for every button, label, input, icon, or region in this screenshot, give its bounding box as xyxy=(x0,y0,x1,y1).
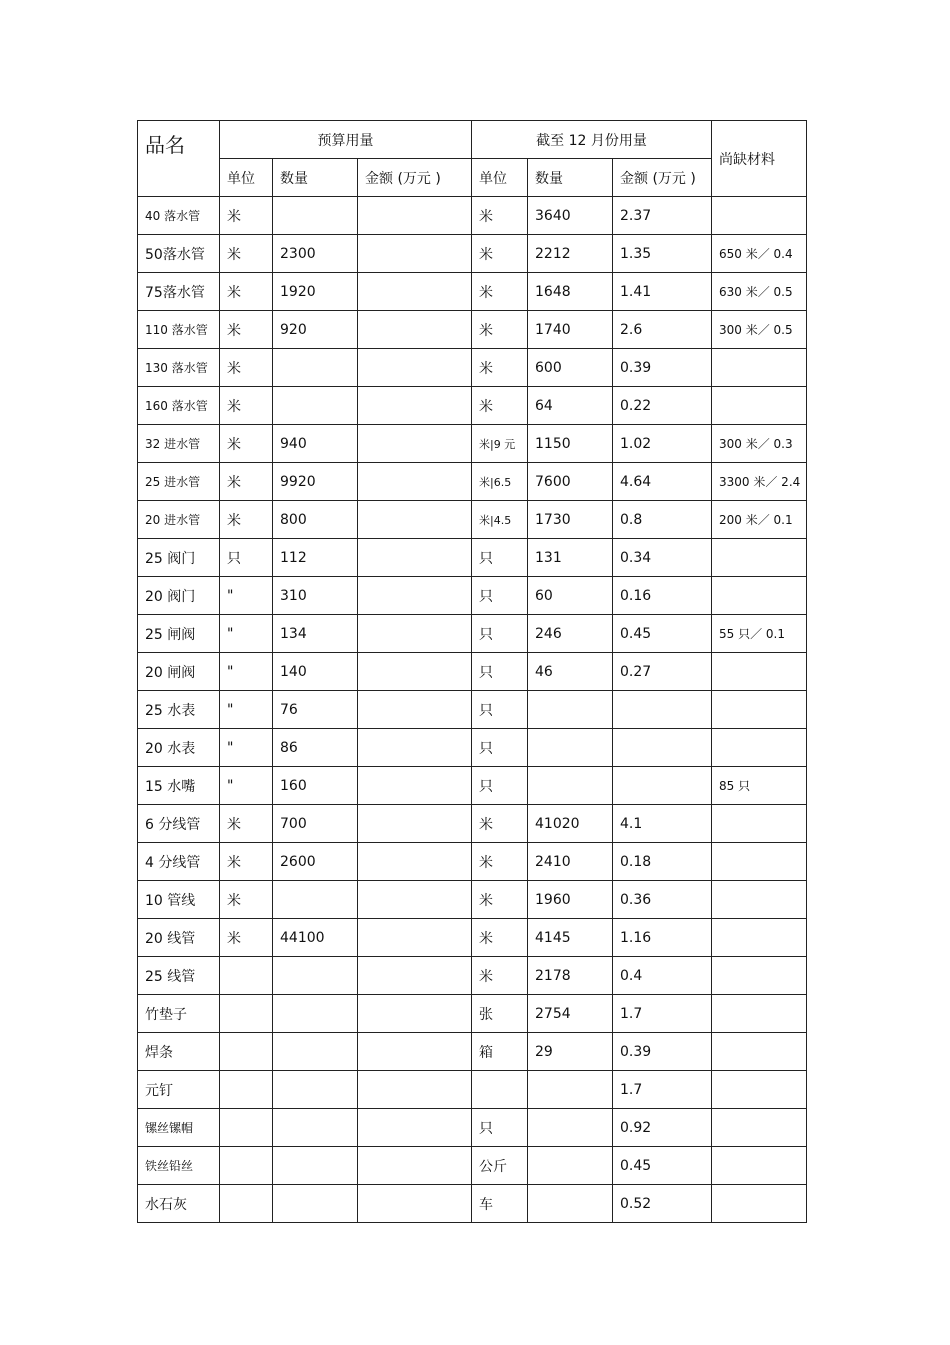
budget-amount-cell xyxy=(358,843,472,881)
actual-group-header: 截至 12 月份用量 xyxy=(472,121,712,159)
budget-amount-cell xyxy=(358,1033,472,1071)
table-row xyxy=(138,501,807,539)
actual-amount-cell: 0.27 xyxy=(613,653,712,691)
budget-unit-cell xyxy=(220,1033,273,1071)
budget-qty-cell: 9920 xyxy=(273,463,358,501)
budget-unit-cell: 米 xyxy=(220,805,273,843)
actual-unit-cell: 只 xyxy=(472,615,528,653)
actual-amount-cell: 0.36 xyxy=(613,881,712,919)
actual-unit-cell: 只 xyxy=(472,729,528,767)
shortage-cell xyxy=(712,881,807,919)
budget-qty-cell xyxy=(273,881,358,919)
budget-unit-cell: " xyxy=(220,653,273,691)
budget-qty-cell xyxy=(273,1033,358,1071)
actual-qty-cell xyxy=(528,1147,613,1185)
budget-qty-cell xyxy=(273,1185,358,1223)
row-name-cell: 15 水嘴 xyxy=(138,767,220,805)
budget-qty-cell: 112 xyxy=(273,539,358,577)
actual-unit-cell: 只 xyxy=(472,577,528,615)
budget-amount-cell xyxy=(358,653,472,691)
budget-qty-cell: 2600 xyxy=(273,843,358,881)
budget-amount-cell xyxy=(358,311,472,349)
budget-qty-cell xyxy=(273,349,358,387)
budget-unit-cell: 米 xyxy=(220,273,273,311)
shortage-cell: 630 米／ 0.5 xyxy=(712,273,807,311)
row-name-cell: 20 进水管 xyxy=(138,501,220,539)
table-row xyxy=(138,197,807,235)
actual-unit-cell: 米 xyxy=(472,919,528,957)
actual-amount-cell: 1.35 xyxy=(613,235,712,273)
shortage-cell xyxy=(712,691,807,729)
budget-unit-cell: 米 xyxy=(220,387,273,425)
budget-qty-cell: 310 xyxy=(273,577,358,615)
actual-amount-cell: 0.52 xyxy=(613,1185,712,1223)
shortage-cell xyxy=(712,805,807,843)
budget-amount-cell xyxy=(358,767,472,805)
budget-qty-cell xyxy=(273,1109,358,1147)
shortage-cell: 85 只 xyxy=(712,767,807,805)
shortage-cell: 3300 米／ 2.4 xyxy=(712,463,807,501)
actual-qty-cell: 1960 xyxy=(528,881,613,919)
actual-qty-cell: 4145 xyxy=(528,919,613,957)
actual-amount-cell: 0.45 xyxy=(613,1147,712,1185)
budget-amount-cell xyxy=(358,995,472,1033)
actual-amount-cell xyxy=(613,767,712,805)
budget-qty-cell: 800 xyxy=(273,501,358,539)
actual-qty-cell: 41020 xyxy=(528,805,613,843)
actual-qty-cell: 29 xyxy=(528,1033,613,1071)
shortage-cell xyxy=(712,577,807,615)
actual-amount-cell: 4.1 xyxy=(613,805,712,843)
shortage-cell: 55 只／ 0.1 xyxy=(712,615,807,653)
row-name-cell: 焊条 xyxy=(138,1033,220,1071)
row-name-cell: 25 闸阀 xyxy=(138,615,220,653)
row-name-cell: 竹垫子 xyxy=(138,995,220,1033)
table-body xyxy=(138,197,807,1223)
budget-qty-cell: 160 xyxy=(273,767,358,805)
actual-amount-cell: 0.16 xyxy=(613,577,712,615)
shortage-cell xyxy=(712,1109,807,1147)
budget-qty-cell: 1920 xyxy=(273,273,358,311)
row-name-cell: 25 水表 xyxy=(138,691,220,729)
table-row xyxy=(138,1071,807,1109)
shortage-cell: 300 米／ 0.5 xyxy=(712,311,807,349)
actual-qty-cell: 1740 xyxy=(528,311,613,349)
row-name-cell: 25 阀门 xyxy=(138,539,220,577)
table-row xyxy=(138,615,807,653)
table-row xyxy=(138,919,807,957)
actual-unit-cell: 车 xyxy=(472,1185,528,1223)
actual-qty-header: 数量 xyxy=(528,159,613,197)
row-name-cell: 6 分线管 xyxy=(138,805,220,843)
row-name-cell: 20 水表 xyxy=(138,729,220,767)
shortage-cell: 200 米／ 0.1 xyxy=(712,501,807,539)
table-row xyxy=(138,767,807,805)
actual-amount-cell: 2.6 xyxy=(613,311,712,349)
actual-qty-cell: 2212 xyxy=(528,235,613,273)
actual-amount-cell: 1.7 xyxy=(613,995,712,1033)
actual-unit-cell: 米 xyxy=(472,349,528,387)
budget-unit-cell: 米 xyxy=(220,843,273,881)
budget-qty-cell xyxy=(273,387,358,425)
budget-unit-cell: 米 xyxy=(220,463,273,501)
actual-amount-cell: 1.7 xyxy=(613,1071,712,1109)
actual-amount-header: 金额 (万元 ) xyxy=(613,159,712,197)
actual-amount-cell: 1.02 xyxy=(613,425,712,463)
budget-unit-cell: 米 xyxy=(220,311,273,349)
shortage-cell xyxy=(712,1071,807,1109)
actual-amount-cell: 0.39 xyxy=(613,349,712,387)
budget-amount-cell xyxy=(358,1147,472,1185)
row-name-cell: 铁丝铅丝 xyxy=(138,1147,220,1185)
actual-unit-cell: 米 xyxy=(472,197,528,235)
actual-qty-cell: 1730 xyxy=(528,501,613,539)
shortage-cell xyxy=(712,729,807,767)
actual-amount-cell: 0.39 xyxy=(613,1033,712,1071)
budget-amount-cell xyxy=(358,805,472,843)
actual-unit-cell: 米|6.5 xyxy=(472,463,528,501)
budget-amount-cell xyxy=(358,691,472,729)
actual-amount-cell: 4.64 xyxy=(613,463,712,501)
budget-amount-cell xyxy=(358,197,472,235)
row-name-cell: 25 进水管 xyxy=(138,463,220,501)
actual-qty-cell xyxy=(528,1071,613,1109)
actual-unit-cell: 米 xyxy=(472,387,528,425)
budget-amount-cell xyxy=(358,881,472,919)
shortage-header: 尚缺材料 xyxy=(712,121,807,197)
table-row xyxy=(138,957,807,995)
budget-qty-cell: 140 xyxy=(273,653,358,691)
actual-unit-cell: 米 xyxy=(472,311,528,349)
budget-qty-cell: 940 xyxy=(273,425,358,463)
budget-amount-cell xyxy=(358,235,472,273)
actual-unit-header: 单位 xyxy=(472,159,528,197)
budget-group-header: 预算用量 xyxy=(220,121,472,159)
actual-qty-cell: 1150 xyxy=(528,425,613,463)
row-name-cell: 25 线管 xyxy=(138,957,220,995)
table-row xyxy=(138,387,807,425)
actual-qty-cell: 2754 xyxy=(528,995,613,1033)
actual-qty-cell: 2410 xyxy=(528,843,613,881)
actual-amount-cell: 1.41 xyxy=(613,273,712,311)
actual-qty-cell xyxy=(528,767,613,805)
budget-amount-cell xyxy=(358,425,472,463)
budget-amount-cell xyxy=(358,273,472,311)
budget-unit-cell: 米 xyxy=(220,425,273,463)
actual-unit-cell: 米 xyxy=(472,881,528,919)
budget-amount-cell xyxy=(358,919,472,957)
table-row xyxy=(138,235,807,273)
budget-amount-cell xyxy=(358,1185,472,1223)
row-name-cell: 10 管线 xyxy=(138,881,220,919)
actual-amount-cell: 0.8 xyxy=(613,501,712,539)
actual-qty-cell: 64 xyxy=(528,387,613,425)
actual-qty-cell: 60 xyxy=(528,577,613,615)
budget-amount-cell xyxy=(358,387,472,425)
row-name-cell: 50落水管 xyxy=(138,235,220,273)
actual-amount-cell: 0.4 xyxy=(613,957,712,995)
actual-qty-cell xyxy=(528,1109,613,1147)
actual-amount-cell: 0.45 xyxy=(613,615,712,653)
actual-qty-cell: 246 xyxy=(528,615,613,653)
actual-amount-cell: 1.16 xyxy=(613,919,712,957)
shortage-cell xyxy=(712,197,807,235)
actual-unit-cell: 只 xyxy=(472,1109,528,1147)
shortage-cell xyxy=(712,387,807,425)
budget-amount-cell xyxy=(358,729,472,767)
table-row xyxy=(138,463,807,501)
actual-unit-cell: 张 xyxy=(472,995,528,1033)
budget-amount-cell xyxy=(358,577,472,615)
row-name-cell: 20 阀门 xyxy=(138,577,220,615)
budget-unit-cell: " xyxy=(220,729,273,767)
actual-qty-cell: 7600 xyxy=(528,463,613,501)
row-name-cell: 水石灰 xyxy=(138,1185,220,1223)
row-name-cell: 130 落水管 xyxy=(138,349,220,387)
actual-qty-cell: 1648 xyxy=(528,273,613,311)
actual-unit-cell: 只 xyxy=(472,539,528,577)
shortage-cell xyxy=(712,843,807,881)
budget-amount-cell xyxy=(358,463,472,501)
table-row xyxy=(138,1033,807,1071)
row-name-cell: 110 落水管 xyxy=(138,311,220,349)
header-row-1 xyxy=(138,121,807,159)
actual-unit-cell: 米 xyxy=(472,957,528,995)
budget-unit-cell: " xyxy=(220,577,273,615)
shortage-cell xyxy=(712,1185,807,1223)
actual-qty-cell xyxy=(528,691,613,729)
row-name-cell: 32 进水管 xyxy=(138,425,220,463)
budget-qty-cell xyxy=(273,1147,358,1185)
row-name-cell: 镙丝镙帽 xyxy=(138,1109,220,1147)
budget-qty-cell: 2300 xyxy=(273,235,358,273)
actual-qty-cell: 600 xyxy=(528,349,613,387)
shortage-cell xyxy=(712,919,807,957)
budget-unit-cell xyxy=(220,1147,273,1185)
budget-unit-cell: " xyxy=(220,767,273,805)
budget-qty-cell xyxy=(273,1071,358,1109)
actual-unit-cell: 只 xyxy=(472,691,528,729)
budget-unit-cell xyxy=(220,1185,273,1223)
budget-amount-cell xyxy=(358,957,472,995)
row-name-cell: 75落水管 xyxy=(138,273,220,311)
actual-unit-cell: 米 xyxy=(472,843,528,881)
table-row xyxy=(138,995,807,1033)
budget-unit-cell: 米 xyxy=(220,919,273,957)
budget-unit-cell xyxy=(220,957,273,995)
table-row xyxy=(138,691,807,729)
name-header: 品名 xyxy=(138,121,220,197)
budget-amount-header: 金额 (万元 ) xyxy=(358,159,472,197)
shortage-cell xyxy=(712,349,807,387)
actual-unit-cell: 米 xyxy=(472,273,528,311)
budget-qty-cell: 920 xyxy=(273,311,358,349)
shortage-cell: 650 米／ 0.4 xyxy=(712,235,807,273)
row-name-cell: 元钉 xyxy=(138,1071,220,1109)
actual-amount-cell: 2.37 xyxy=(613,197,712,235)
actual-qty-cell xyxy=(528,1185,613,1223)
row-name-cell: 4 分线管 xyxy=(138,843,220,881)
table-row xyxy=(138,881,807,919)
budget-unit-cell: 只 xyxy=(220,539,273,577)
actual-unit-cell: 米|4.5 xyxy=(472,501,528,539)
actual-qty-cell: 3640 xyxy=(528,197,613,235)
shortage-cell xyxy=(712,1033,807,1071)
budget-unit-cell: 米 xyxy=(220,349,273,387)
budget-qty-cell: 700 xyxy=(273,805,358,843)
budget-unit-cell xyxy=(220,1109,273,1147)
budget-unit-cell: 米 xyxy=(220,197,273,235)
actual-amount-cell xyxy=(613,729,712,767)
actual-amount-cell: 0.18 xyxy=(613,843,712,881)
budget-qty-cell: 76 xyxy=(273,691,358,729)
row-name-cell: 40 落水管 xyxy=(138,197,220,235)
actual-amount-cell: 0.22 xyxy=(613,387,712,425)
table-row xyxy=(138,539,807,577)
table-row xyxy=(138,349,807,387)
budget-qty-cell xyxy=(273,995,358,1033)
shortage-cell xyxy=(712,539,807,577)
budget-qty-cell: 86 xyxy=(273,729,358,767)
budget-unit-cell xyxy=(220,1071,273,1109)
table-row xyxy=(138,843,807,881)
budget-amount-cell xyxy=(358,539,472,577)
shortage-cell: 300 米／ 0.3 xyxy=(712,425,807,463)
budget-unit-cell: 米 xyxy=(220,501,273,539)
header-row-2 xyxy=(138,159,807,197)
table-row xyxy=(138,653,807,691)
actual-qty-cell: 2178 xyxy=(528,957,613,995)
budget-unit-cell: 米 xyxy=(220,235,273,273)
budget-qty-cell xyxy=(273,197,358,235)
table-row xyxy=(138,273,807,311)
budget-qty-cell xyxy=(273,957,358,995)
budget-qty-cell: 44100 xyxy=(273,919,358,957)
shortage-cell xyxy=(712,957,807,995)
budget-qty-cell: 134 xyxy=(273,615,358,653)
budget-amount-cell xyxy=(358,1071,472,1109)
table-row xyxy=(138,1185,807,1223)
budget-qty-header: 数量 xyxy=(273,159,358,197)
actual-amount-cell: 0.92 xyxy=(613,1109,712,1147)
budget-unit-cell: " xyxy=(220,691,273,729)
actual-amount-cell xyxy=(613,691,712,729)
actual-unit-cell: 公斤 xyxy=(472,1147,528,1185)
actual-qty-cell xyxy=(528,729,613,767)
budget-unit-cell: 米 xyxy=(220,881,273,919)
table-row xyxy=(138,805,807,843)
row-name-cell: 160 落水管 xyxy=(138,387,220,425)
materials-table xyxy=(137,120,807,1223)
budget-amount-cell xyxy=(358,615,472,653)
actual-unit-cell: 只 xyxy=(472,767,528,805)
table-row xyxy=(138,1147,807,1185)
budget-unit-cell: " xyxy=(220,615,273,653)
shortage-cell xyxy=(712,653,807,691)
actual-unit-cell: 米 xyxy=(472,235,528,273)
actual-unit-cell: 箱 xyxy=(472,1033,528,1071)
actual-qty-cell: 46 xyxy=(528,653,613,691)
actual-unit-cell: 米|9 元 xyxy=(472,425,528,463)
shortage-cell xyxy=(712,1147,807,1185)
row-name-cell: 20 闸阀 xyxy=(138,653,220,691)
budget-unit-cell xyxy=(220,995,273,1033)
actual-unit-cell: 米 xyxy=(472,805,528,843)
budget-amount-cell xyxy=(358,349,472,387)
table-row xyxy=(138,425,807,463)
actual-amount-cell: 0.34 xyxy=(613,539,712,577)
table-row xyxy=(138,311,807,349)
table-row xyxy=(138,577,807,615)
actual-unit-cell: 只 xyxy=(472,653,528,691)
row-name-cell: 20 线管 xyxy=(138,919,220,957)
budget-amount-cell xyxy=(358,501,472,539)
actual-qty-cell: 131 xyxy=(528,539,613,577)
budget-amount-cell xyxy=(358,1109,472,1147)
table-row xyxy=(138,729,807,767)
actual-unit-cell xyxy=(472,1071,528,1109)
budget-unit-header: 单位 xyxy=(220,159,273,197)
shortage-cell xyxy=(712,995,807,1033)
table-row xyxy=(138,1109,807,1147)
